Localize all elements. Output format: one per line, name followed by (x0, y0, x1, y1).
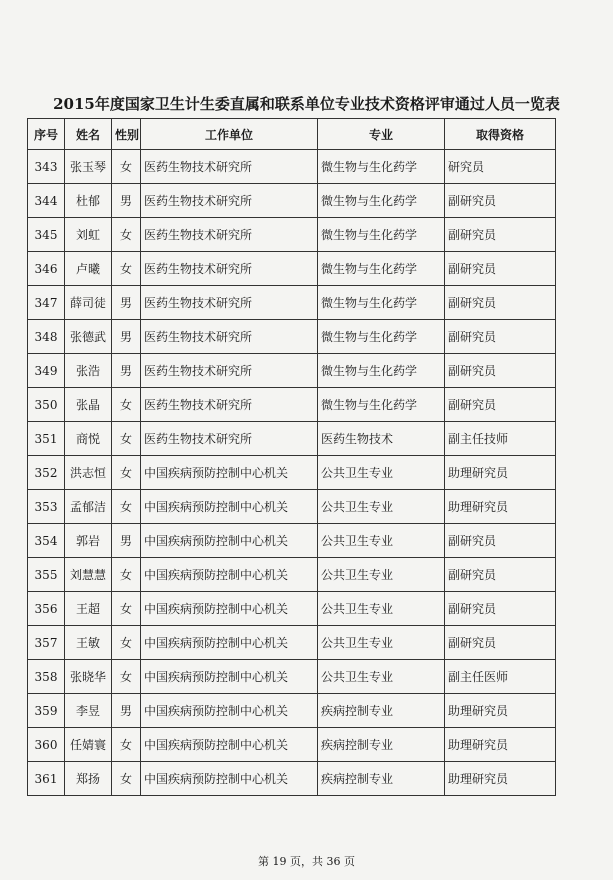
qualification: 副研究员 (445, 218, 556, 252)
workplace: 医药生物技术研究所 (141, 388, 318, 422)
qualification: 助理研究员 (445, 456, 556, 490)
person-name: 郑扬 (65, 762, 112, 796)
row-index: 354 (28, 524, 65, 558)
major: 微生物与生化药学 (318, 218, 445, 252)
qualification: 副研究员 (445, 558, 556, 592)
workplace: 医药生物技术研究所 (141, 252, 318, 286)
major: 公共卫生专业 (318, 626, 445, 660)
gender: 女 (112, 150, 141, 184)
qualification: 副研究员 (445, 354, 556, 388)
page-title: 2015年度国家卫生计生委直属和联系单位专业技术资格评审通过人员一览表 (53, 95, 560, 113)
table-header (28, 119, 556, 150)
gender: 女 (112, 626, 141, 660)
major: 公共卫生专业 (318, 592, 445, 626)
workplace: 医药生物技术研究所 (141, 218, 318, 252)
workplace: 中国疾病预防控制中心机关 (141, 728, 318, 762)
major: 公共卫生专业 (318, 456, 445, 490)
table-row (28, 456, 556, 490)
qualification: 副研究员 (445, 388, 556, 422)
table-row (28, 354, 556, 388)
page-number: 第 19 页，共 36 页 (258, 855, 355, 868)
person-name: 刘虹 (65, 218, 112, 252)
major: 公共卫生专业 (318, 558, 445, 592)
person-name: 张玉琴 (65, 150, 112, 184)
major: 公共卫生专业 (318, 524, 445, 558)
col-header-qualification: 取得资格 (445, 119, 556, 150)
row-index: 345 (28, 218, 65, 252)
person-name: 张浩 (65, 354, 112, 388)
person-name: 张晓华 (65, 660, 112, 694)
workplace: 中国疾病预防控制中心机关 (141, 694, 318, 728)
row-index: 357 (28, 626, 65, 660)
qualification: 副主任医师 (445, 660, 556, 694)
table-row (28, 150, 556, 184)
person-name: 王敏 (65, 626, 112, 660)
col-header-index: 序号 (28, 119, 65, 150)
workplace: 医药生物技术研究所 (141, 184, 318, 218)
row-index: 353 (28, 490, 65, 524)
gender: 女 (112, 490, 141, 524)
qualification: 副研究员 (445, 252, 556, 286)
workplace: 医药生物技术研究所 (141, 422, 318, 456)
row-index: 349 (28, 354, 65, 388)
qualification: 助理研究员 (445, 490, 556, 524)
person-name: 刘慧慧 (65, 558, 112, 592)
major: 医药生物技术 (318, 422, 445, 456)
workplace: 中国疾病预防控制中心机关 (141, 592, 318, 626)
col-header-major: 专业 (318, 119, 445, 150)
gender: 男 (112, 320, 141, 354)
qualification: 副研究员 (445, 286, 556, 320)
table-row (28, 592, 556, 626)
col-header-workplace: 工作单位 (141, 119, 318, 150)
row-index: 361 (28, 762, 65, 796)
workplace: 医药生物技术研究所 (141, 150, 318, 184)
person-name: 张德武 (65, 320, 112, 354)
major: 微生物与生化药学 (318, 388, 445, 422)
gender: 女 (112, 728, 141, 762)
person-name: 张晶 (65, 388, 112, 422)
col-header-gender: 性别 (112, 119, 141, 150)
person-name: 孟郁洁 (65, 490, 112, 524)
gender: 女 (112, 762, 141, 796)
gender: 女 (112, 388, 141, 422)
qualification: 副研究员 (445, 320, 556, 354)
gender: 男 (112, 354, 141, 388)
row-index: 358 (28, 660, 65, 694)
row-index: 360 (28, 728, 65, 762)
row-index: 352 (28, 456, 65, 490)
person-name: 郭岩 (65, 524, 112, 558)
table-body (28, 150, 556, 796)
workplace: 中国疾病预防控制中心机关 (141, 762, 318, 796)
person-name: 洪志恒 (65, 456, 112, 490)
table-row (28, 184, 556, 218)
major: 微生物与生化药学 (318, 184, 445, 218)
workplace: 中国疾病预防控制中心机关 (141, 490, 318, 524)
table-row (28, 422, 556, 456)
major: 疾病控制专业 (318, 694, 445, 728)
major: 微生物与生化药学 (318, 320, 445, 354)
gender: 女 (112, 252, 141, 286)
major: 疾病控制专业 (318, 762, 445, 796)
row-index: 347 (28, 286, 65, 320)
qualification: 副研究员 (445, 184, 556, 218)
qualification: 副研究员 (445, 524, 556, 558)
major: 公共卫生专业 (318, 660, 445, 694)
qualification: 助理研究员 (445, 728, 556, 762)
personnel-table (27, 118, 556, 796)
major: 微生物与生化药学 (318, 354, 445, 388)
major: 微生物与生化药学 (318, 150, 445, 184)
table-row (28, 558, 556, 592)
qualification: 副主任技师 (445, 422, 556, 456)
person-name: 薛司徒 (65, 286, 112, 320)
table-row (28, 490, 556, 524)
person-name: 李昱 (65, 694, 112, 728)
gender: 男 (112, 524, 141, 558)
qualification: 副研究员 (445, 626, 556, 660)
major: 微生物与生化药学 (318, 252, 445, 286)
table-row (28, 388, 556, 422)
major: 疾病控制专业 (318, 728, 445, 762)
gender: 男 (112, 184, 141, 218)
row-index: 356 (28, 592, 65, 626)
workplace: 中国疾病预防控制中心机关 (141, 558, 318, 592)
major: 微生物与生化药学 (318, 286, 445, 320)
row-index: 359 (28, 694, 65, 728)
workplace: 医药生物技术研究所 (141, 354, 318, 388)
person-name: 任婧寰 (65, 728, 112, 762)
row-index: 355 (28, 558, 65, 592)
workplace: 中国疾病预防控制中心机关 (141, 660, 318, 694)
table-row (28, 286, 556, 320)
workplace: 医药生物技术研究所 (141, 286, 318, 320)
workplace: 中国疾病预防控制中心机关 (141, 626, 318, 660)
workplace: 医药生物技术研究所 (141, 320, 318, 354)
gender: 男 (112, 286, 141, 320)
row-index: 350 (28, 388, 65, 422)
table-row (28, 728, 556, 762)
col-header-name: 姓名 (65, 119, 112, 150)
gender: 女 (112, 456, 141, 490)
gender: 女 (112, 218, 141, 252)
gender: 女 (112, 558, 141, 592)
qualification: 研究员 (445, 150, 556, 184)
table-row (28, 660, 556, 694)
workplace: 中国疾病预防控制中心机关 (141, 524, 318, 558)
gender: 男 (112, 694, 141, 728)
table-row (28, 694, 556, 728)
gender: 女 (112, 592, 141, 626)
row-index: 346 (28, 252, 65, 286)
header-row (28, 119, 556, 150)
row-index: 348 (28, 320, 65, 354)
table-row (28, 320, 556, 354)
gender: 女 (112, 660, 141, 694)
qualification: 助理研究员 (445, 694, 556, 728)
person-name: 杜郁 (65, 184, 112, 218)
row-index: 343 (28, 150, 65, 184)
row-index: 351 (28, 422, 65, 456)
table-row (28, 524, 556, 558)
table-row (28, 252, 556, 286)
qualification: 副研究员 (445, 592, 556, 626)
workplace: 中国疾病预防控制中心机关 (141, 456, 318, 490)
table-row (28, 762, 556, 796)
gender: 女 (112, 422, 141, 456)
table-row (28, 626, 556, 660)
row-index: 344 (28, 184, 65, 218)
qualification: 助理研究员 (445, 762, 556, 796)
person-name: 商悦 (65, 422, 112, 456)
person-name: 王超 (65, 592, 112, 626)
major: 公共卫生专业 (318, 490, 445, 524)
person-name: 卢曦 (65, 252, 112, 286)
table-row (28, 218, 556, 252)
